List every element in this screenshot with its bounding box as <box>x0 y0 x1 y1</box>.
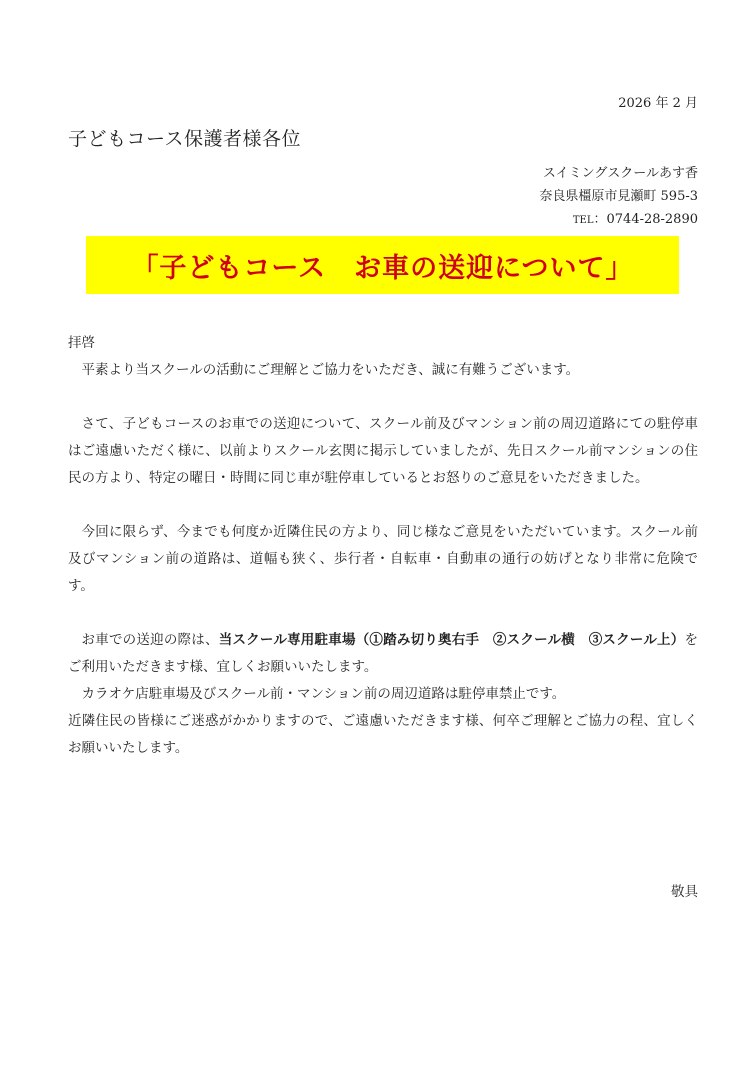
parking-locations: 当スクール専用駐車場（①踏み切り奥右手 ②スクール横 ③スクール上） <box>218 632 685 648</box>
paragraph-complaint: さて、子どもコースのお車での送迎について、スクール前及びマンション前の周辺道路にての駐停車はご遠慮いただく様に、以前よりスクール玄関に掲示していましたが、先日スクール前マンションの住民の方より、特定の曜日・時間に同じ車が駐停車しているとお怒りのご意見をいただきました。 <box>68 416 698 486</box>
paragraph-no-parking: カラオケ店駐車場及びスクール前・マンション前の周辺道路は駐停車禁止です。 <box>81 686 566 702</box>
tel-number: ：0744-28-2890 <box>593 212 698 227</box>
letter-body <box>68 330 698 762</box>
parking-tail: をご利用いただきます様、宜しくお願いいたします。 <box>68 632 698 675</box>
salutation: 拝啓 <box>68 335 95 351</box>
tel-label: TEL <box>572 215 594 226</box>
sender-phone <box>539 208 698 232</box>
paragraph-greeting: 平素より当スクールの活動にご理解とご協力をいただき、誠に有難うございます。 <box>81 362 580 378</box>
paragraph-request: 近隣住民の皆様にご迷惑がかかりますので、ご遠慮いただきます様、何卒ご理解とご協力の程、宜しくお願いいたします。 <box>68 713 698 756</box>
paragraph-gap <box>68 492 698 519</box>
sender-name: スイミングスクールあす香 <box>542 166 698 181</box>
paragraph-danger: 今回に限らず、今までも何度か近隣住民の方より、同じ様なご意見をいただいています。スクール前及びマンション前の道路は、道幅も狭く、歩行者・自転車・自動車の通行の妨げとなり非常に危険です。 <box>68 524 698 594</box>
sender-address: 奈良県橿原市見瀬町 595-3 <box>539 189 698 204</box>
letter-date: 2026 年 2 月 <box>618 96 698 111</box>
paragraph-parking <box>68 627 698 681</box>
closing: 敬具 <box>671 884 698 900</box>
recipient-heading: 子どもコース保護者様各位 <box>68 128 302 150</box>
title-banner <box>86 236 679 294</box>
paragraph-gap <box>68 600 698 627</box>
paragraph-gap <box>68 384 698 411</box>
parking-lead: お車での送迎の際は、 <box>81 632 219 648</box>
notice-title: 「子どもコース お車の送迎について」 <box>131 252 634 284</box>
sender-block <box>539 162 698 232</box>
